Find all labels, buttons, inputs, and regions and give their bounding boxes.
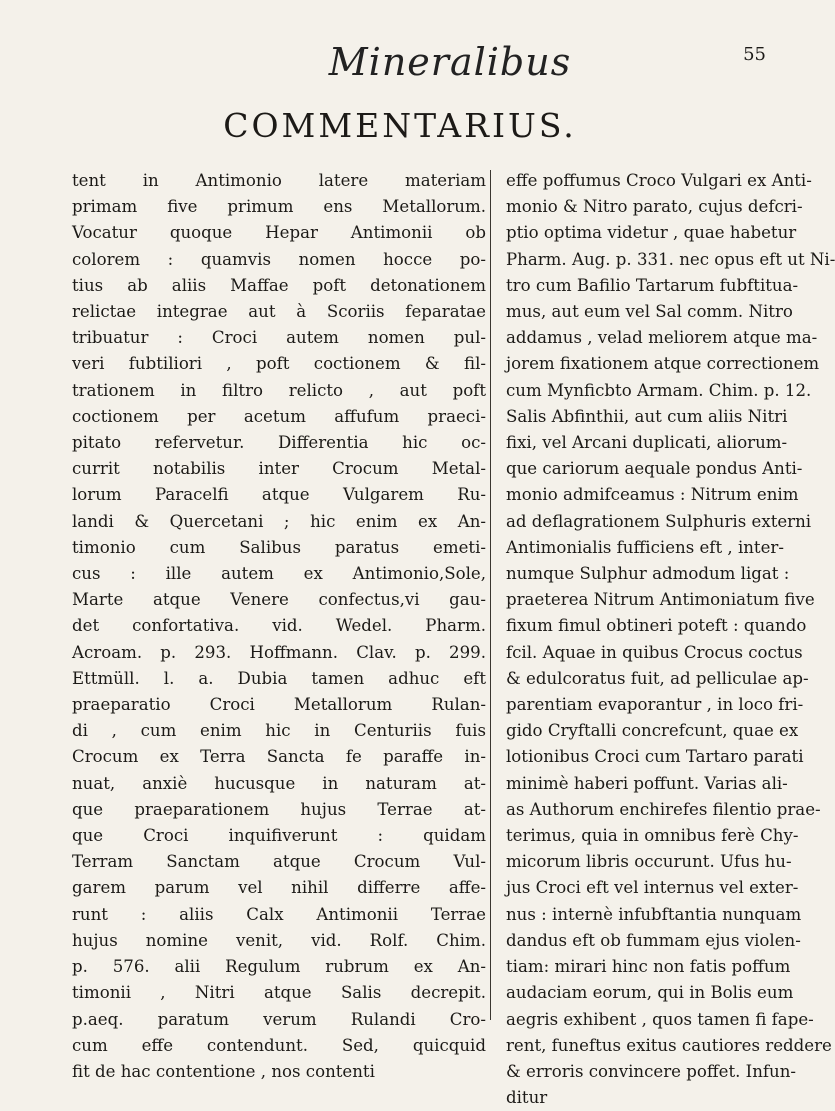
text-line: nus : internè infubftantia nunquam	[506, 904, 802, 924]
text-line: que Croci inquifiverunt : quidam	[72, 826, 486, 846]
text-line: hujus nomine venit, vid. Rolf. Chim.	[72, 930, 486, 950]
text-line: Terram Sanctam atque Crocum Vul-	[72, 852, 486, 872]
text-line: runt : aliis Calx Antimonii Terrae	[72, 904, 486, 924]
text-line: terimus, quia in omnibus ferè Chy-	[506, 826, 799, 846]
left-column	[72, 168, 486, 1085]
text-line: Marte atque Venere confectus,vi gau-	[72, 590, 486, 610]
text-line: currit notabilis inter Crocum Metal-	[72, 459, 486, 479]
text-line: tius ab aliis Maffae poft detonationem	[72, 275, 486, 295]
text-line: gido Cryftalli concrefcunt, quae ex	[506, 721, 799, 741]
text-line: Antimonialis fufficiens eft , inter-	[506, 537, 784, 557]
text-line: Crocum ex Terra Sancta fe paraffe in-	[72, 747, 486, 767]
text-line: primam five primum ens Metallorum.	[72, 197, 486, 217]
text-line: di , cum enim hic in Centuriis fuis	[72, 721, 486, 741]
text-line: praeterea Nitrum Antimoniatum five	[506, 590, 815, 610]
text-line: lorum Paracelfi atque Vulgarem Ru-	[72, 485, 486, 505]
text-line: pitato refervetur. Differentia hic oc-	[72, 433, 486, 453]
text-line: landi & Quercetani ; hic enim ex An-	[72, 511, 486, 531]
column-divider	[490, 170, 491, 1020]
text-line: Acroam. p. 293. Hoffmann. Clav. p. 299.	[72, 642, 486, 662]
text-line: tent in Antimonio latere materiam	[72, 171, 486, 190]
text-line: colorem : quamvis nomen hocce po-	[72, 249, 486, 269]
text-line: coctionem per acetum affufum praeci-	[72, 406, 486, 426]
text-line: Salis Abfinthii, aut cum aliis Nitri	[506, 406, 788, 426]
text-line: mus, aut eum vel Sal comm. Nitro	[506, 302, 793, 322]
text-line: numque Sulphur admodum ligat :	[506, 564, 790, 584]
text-line: as Authorum enchirefes filentio prae-	[506, 799, 821, 819]
text-line: p. 576. alii Regulum rubrum ex An-	[72, 957, 486, 977]
page-number: 55	[743, 44, 766, 65]
text-line: audaciam eorum, qui in Bolis eum	[506, 983, 794, 1003]
text-line: cum Mynficbto Armam. Chim. p. 12.	[506, 380, 812, 400]
text-line: & edulcoratus fuit, ad pelliculae ap-	[506, 668, 809, 688]
text-line: garem parum vel nihil differre affe-	[72, 878, 486, 898]
text-line: dandus eft ob fummam ejus violen-	[506, 930, 801, 950]
text-line: parentiam evaporantur , in loco fri-	[506, 695, 804, 715]
text-line: que cariorum aequale pondus Anti-	[506, 459, 803, 479]
text-line: micorum libris occurunt. Ufus hu-	[506, 852, 792, 872]
text-line: effe poffumus Croco Vulgari ex Anti-	[506, 171, 812, 190]
text-line: Pharm. Aug. p. 331. nec opus eft ut Ni-	[506, 249, 835, 269]
text-line: ptio optima videtur , quae habetur	[506, 223, 797, 243]
text-line: monio & Nitro parato, cujus defcri-	[506, 197, 803, 217]
text-line: cum effe contendunt. Sed, quicquid	[72, 1035, 486, 1055]
text-line: veri fubtiliori , poft coctionem & fil-	[72, 354, 486, 374]
text-line: tribuatur : Croci autem nomen pul-	[72, 328, 486, 348]
text-line: addamus , velad meliorem atque ma-	[506, 328, 818, 348]
right-column	[506, 168, 835, 1111]
text-line: tiam: mirari hinc non fatis poffum	[506, 957, 791, 977]
text-line: Ettmüll. l. a. Dubia tamen adhuc eft	[72, 668, 486, 688]
text-line: jorem fixationem atque correctionem	[506, 354, 820, 374]
text-line: tro cum Bafilio Tartarum fubftitua-	[506, 275, 799, 295]
text-line: ditur	[506, 1088, 548, 1108]
text-line: ad deflagrationem Sulphuris externi	[506, 511, 812, 531]
text-line: Vocatur quoque Hepar Antimonii ob	[72, 223, 486, 243]
text-line: & erroris convincere poffet. Infun-	[506, 1061, 797, 1081]
text-line: timonio cum Salibus paratus emeti-	[72, 537, 486, 557]
text-line: lotionibus Croci cum Tartaro parati	[506, 747, 804, 767]
text-line: que praeparationem hujus Terrae at-	[72, 799, 486, 819]
text-line: det confortativa. vid. Wedel. Pharm.	[72, 616, 486, 636]
text-line: jus Croci eft vel internus vel exter-	[506, 878, 799, 898]
section-title: COMMENTARIUS.	[223, 106, 577, 145]
text-line: praeparatio Croci Metallorum Rulan-	[72, 695, 486, 715]
text-line: cus : ille autem ex Antimonio,Sole,	[72, 564, 486, 584]
text-line: nuat, anxiè hucusque in naturam at-	[72, 773, 486, 793]
running-head: Mineralibus	[328, 40, 572, 84]
text-line: fixi, vel Arcani duplicati, aliorum-	[506, 433, 788, 453]
text-line: trationem in filtro relicto , aut poft	[72, 380, 486, 400]
text-line: monio admifceamus : Nitrum enim	[506, 485, 799, 505]
text-line: fixum fimul obtineri poteft : quando	[506, 616, 807, 636]
text-line: minimè haberi poffunt. Varias ali-	[506, 773, 788, 793]
text-line: relictae integrae aut à Scoriis feparatae	[72, 302, 486, 322]
text-line: fcil. Aquae in quibus Crocus coctus	[506, 642, 803, 662]
text-line: rent, funeftus exitus cautiores reddere	[506, 1035, 832, 1055]
text-line: fit de hac contentione , nos contenti	[72, 1061, 375, 1081]
text-line: p.aeq. paratum verum Rulandi Cro-	[72, 1009, 486, 1029]
text-line: timonii , Nitri atque Salis decrepit.	[72, 983, 486, 1003]
text-line: aegris exhibent , quos tamen fi fape-	[506, 1009, 814, 1029]
